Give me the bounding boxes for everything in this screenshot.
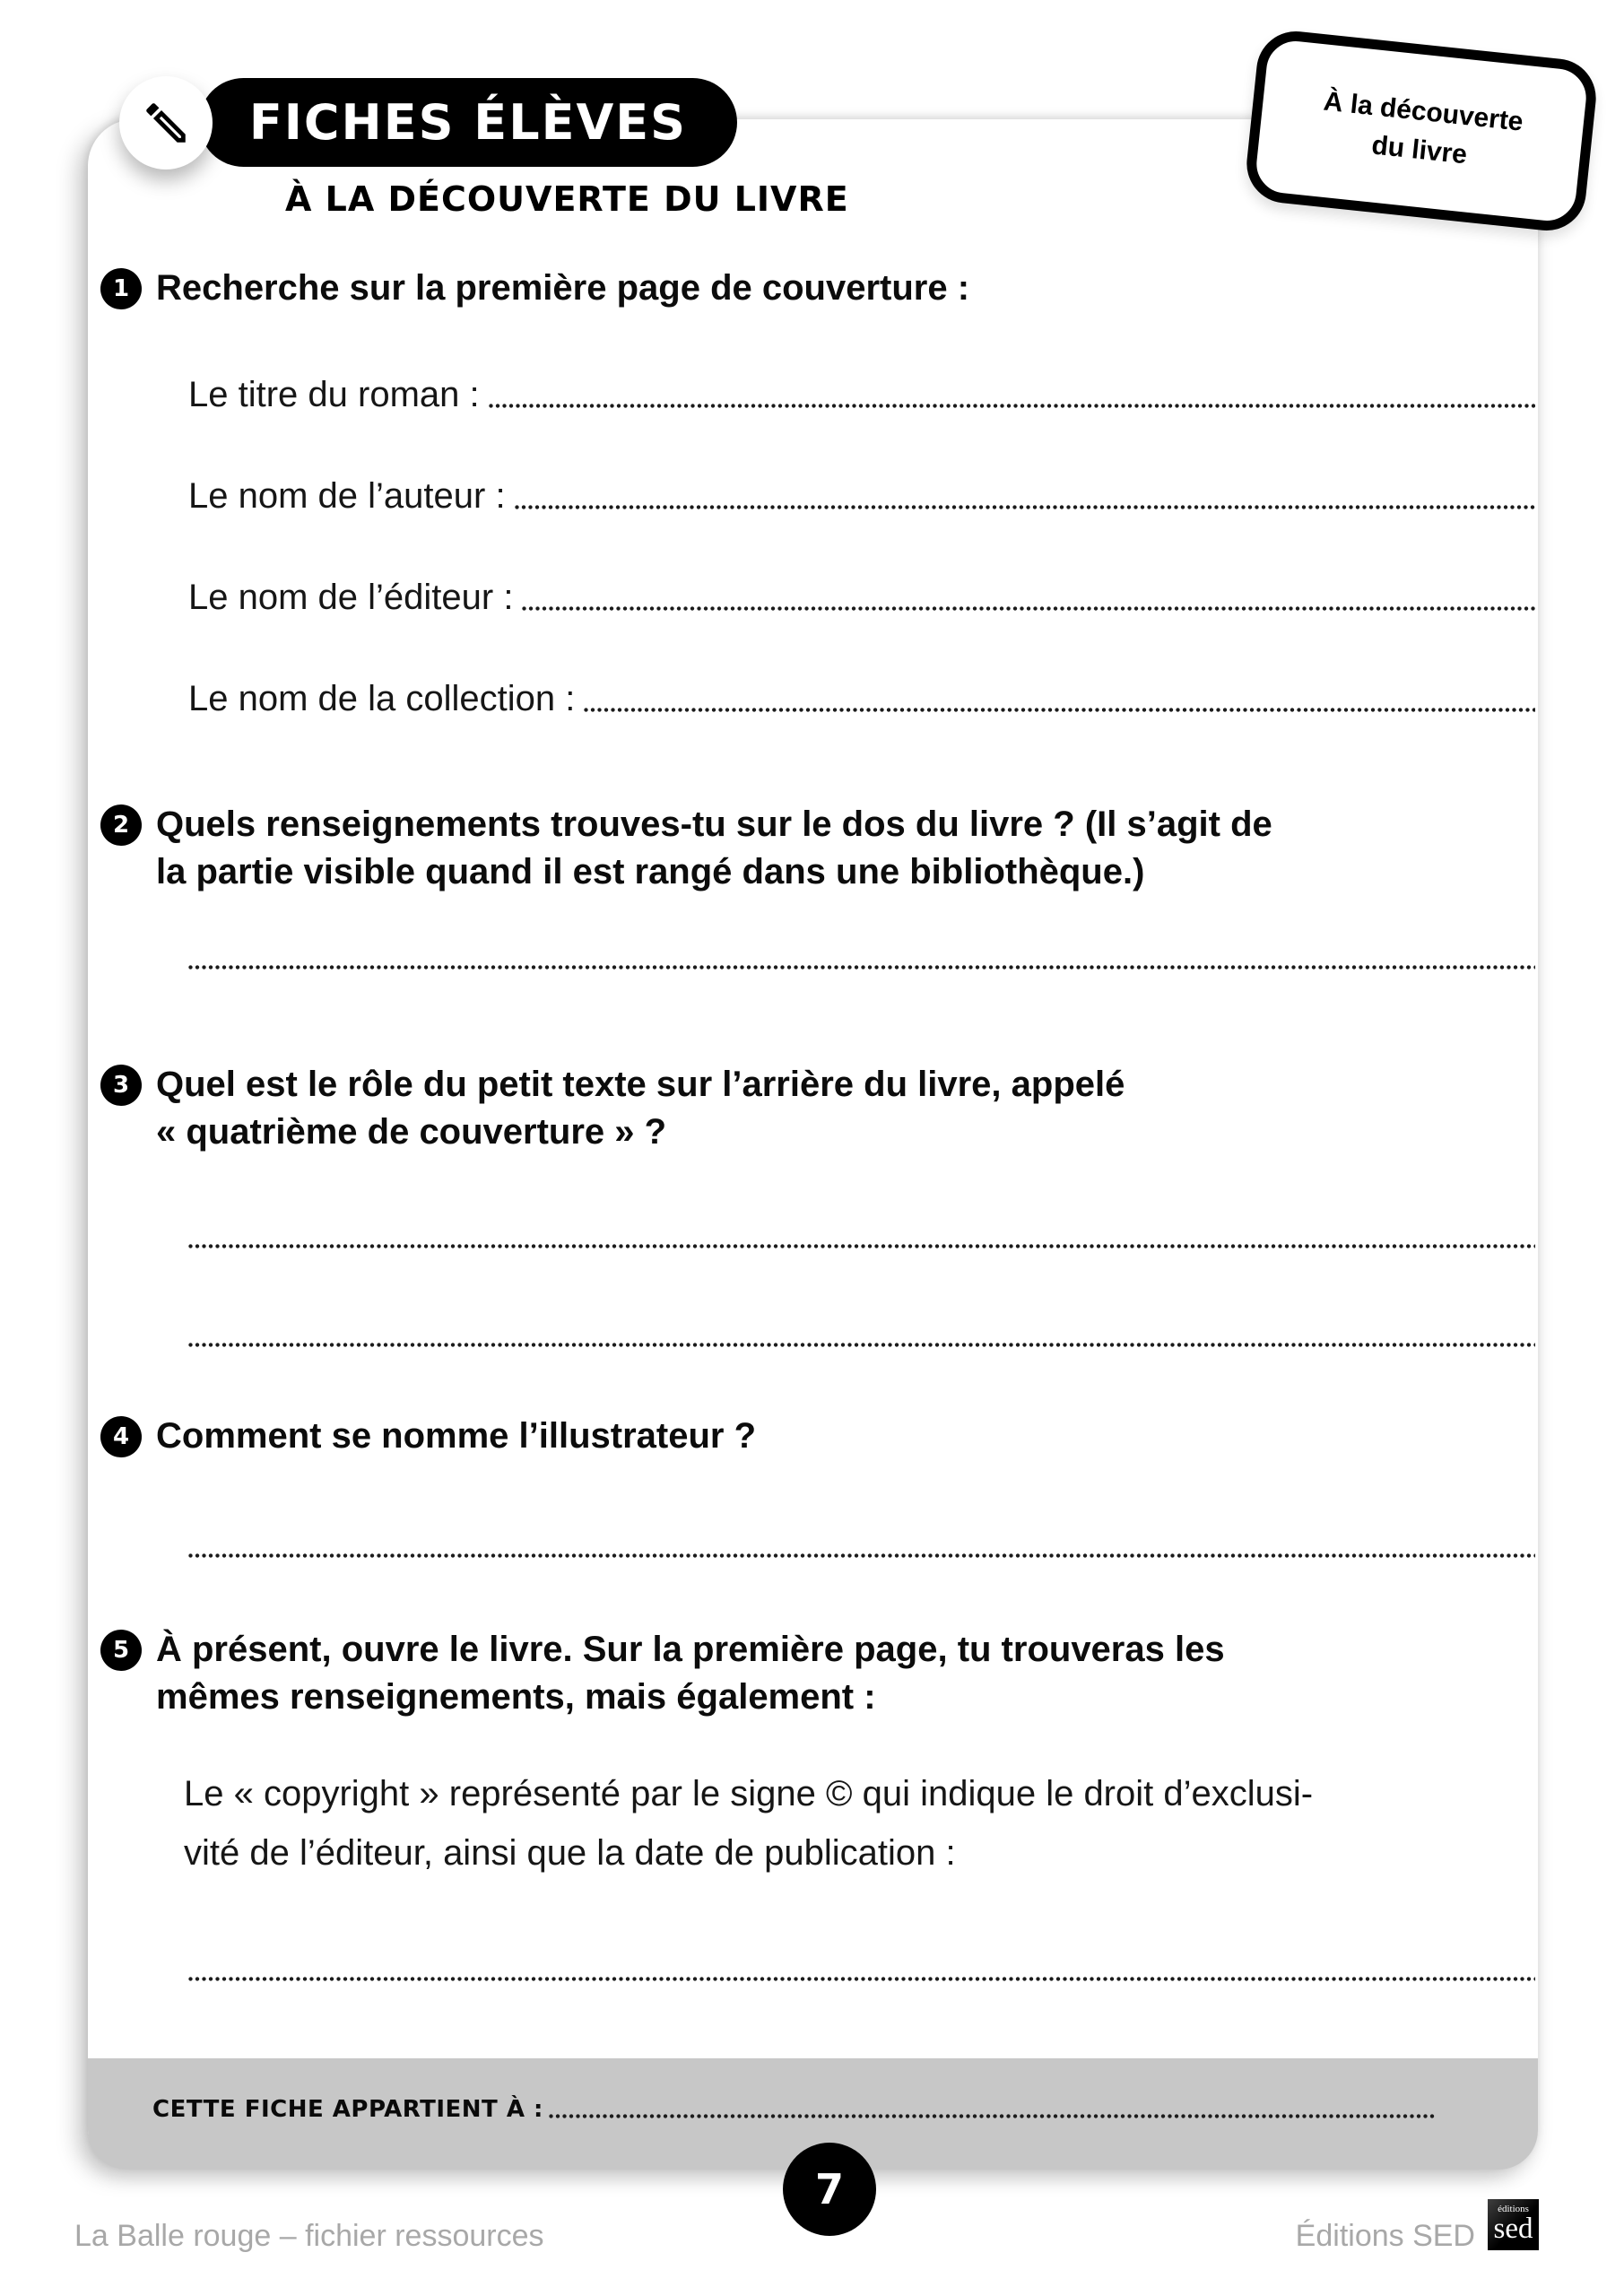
question-5 bbox=[100, 1626, 1225, 1721]
question-3 bbox=[100, 1061, 1125, 1156]
question-5-answer-blank bbox=[188, 1977, 1535, 1981]
question-5-text bbox=[156, 1626, 1225, 1721]
pencil-badge bbox=[119, 76, 213, 170]
footer-book-title: La Balle rouge – fichier ressources bbox=[74, 2219, 544, 2253]
question-3-line2: « quatrième de couverture » ? bbox=[156, 1112, 667, 1152]
question-3-number-badge: 3 bbox=[100, 1065, 142, 1106]
question-2-text bbox=[156, 801, 1272, 896]
question-2-line2: la partie visible quand il est rangé dans une bibliothèque.) bbox=[156, 852, 1145, 891]
question-1-text bbox=[156, 265, 969, 312]
question-1 bbox=[100, 265, 969, 312]
field-auteur-blank bbox=[515, 505, 1535, 509]
question-5-number-badge: 5 bbox=[100, 1630, 142, 1671]
pencil-icon bbox=[140, 97, 192, 149]
question-4-text bbox=[156, 1413, 756, 1460]
question-3-line1: Quel est le rôle du petit texte sur l’arrière du livre, appelé bbox=[156, 1065, 1125, 1104]
field-collection-blank bbox=[584, 708, 1535, 712]
field-editeur-blank bbox=[522, 606, 1535, 611]
question-4 bbox=[100, 1413, 756, 1460]
field-collection bbox=[188, 679, 1535, 719]
page-subtitle: À LA DÉCOUVERTE DU LIVRE bbox=[285, 179, 849, 219]
page-number: 7 bbox=[814, 2165, 844, 2213]
corner-theme-badge bbox=[1243, 28, 1600, 235]
field-title-roman-blank bbox=[489, 404, 1535, 408]
ownership-row bbox=[152, 2096, 1435, 2123]
field-editeur-label: Le nom de l’éditeur : bbox=[188, 578, 514, 617]
footer-publisher-name: Éditions SED bbox=[1295, 2219, 1475, 2253]
field-auteur bbox=[188, 476, 1535, 517]
question-3-answer-blank-2 bbox=[188, 1343, 1535, 1347]
question-2-number-badge: 2 bbox=[100, 804, 142, 846]
field-collection-label: Le nom de la collection : bbox=[188, 679, 576, 718]
question-4-number-badge: 4 bbox=[100, 1416, 142, 1457]
corner-badge-line2: du livre bbox=[1369, 130, 1469, 170]
ownership-name-blank bbox=[549, 2114, 1435, 2118]
question-5-line1: À présent, ouvre le livre. Sur la première page, tu trouveras les bbox=[156, 1630, 1225, 1669]
copyright-paragraph-line1: Le « copyright » représenté par le signe © qui indique le droit d’exclusi- bbox=[184, 1774, 1314, 1813]
sed-logo-bottom-text: sed bbox=[1493, 2213, 1533, 2245]
question-1-number-badge: 1 bbox=[100, 268, 142, 309]
copyright-paragraph bbox=[184, 1764, 1313, 1883]
field-auteur-label: Le nom de l’auteur : bbox=[188, 476, 506, 516]
header-title-pill bbox=[199, 78, 737, 167]
sed-logo-top-text: éditions bbox=[1498, 2204, 1529, 2214]
corner-badge-line1: À la découverte bbox=[1322, 86, 1525, 137]
question-1-line1: Recherche sur la première page de couverture : bbox=[156, 268, 970, 308]
question-4-line1: Comment se nomme l’illustrateur ? bbox=[156, 1416, 757, 1456]
page-number-badge bbox=[783, 2143, 876, 2236]
question-3-text bbox=[156, 1061, 1125, 1156]
field-editeur bbox=[188, 578, 1535, 618]
sed-publisher-logo bbox=[1488, 2199, 1539, 2250]
question-2-line1: Quels renseignements trouves-tu sur le dos du livre ? (Il s’agit de bbox=[156, 804, 1272, 844]
copyright-paragraph-line2: vité de l’éditeur, ainsi que la date de publication : bbox=[184, 1833, 956, 1873]
header-title: FICHES ÉLÈVES bbox=[248, 94, 688, 151]
question-2 bbox=[100, 801, 1272, 896]
ownership-label: CETTE FICHE APPARTIENT À : bbox=[152, 2096, 543, 2123]
question-4-answer-blank bbox=[188, 1553, 1535, 1558]
question-3-answer-blank-1 bbox=[188, 1244, 1535, 1248]
question-2-answer-blank bbox=[188, 965, 1535, 970]
field-title-roman bbox=[188, 375, 1535, 415]
field-title-roman-label: Le titre du roman : bbox=[188, 375, 480, 414]
question-5-line2: mêmes renseignements, mais également : bbox=[156, 1677, 876, 1717]
